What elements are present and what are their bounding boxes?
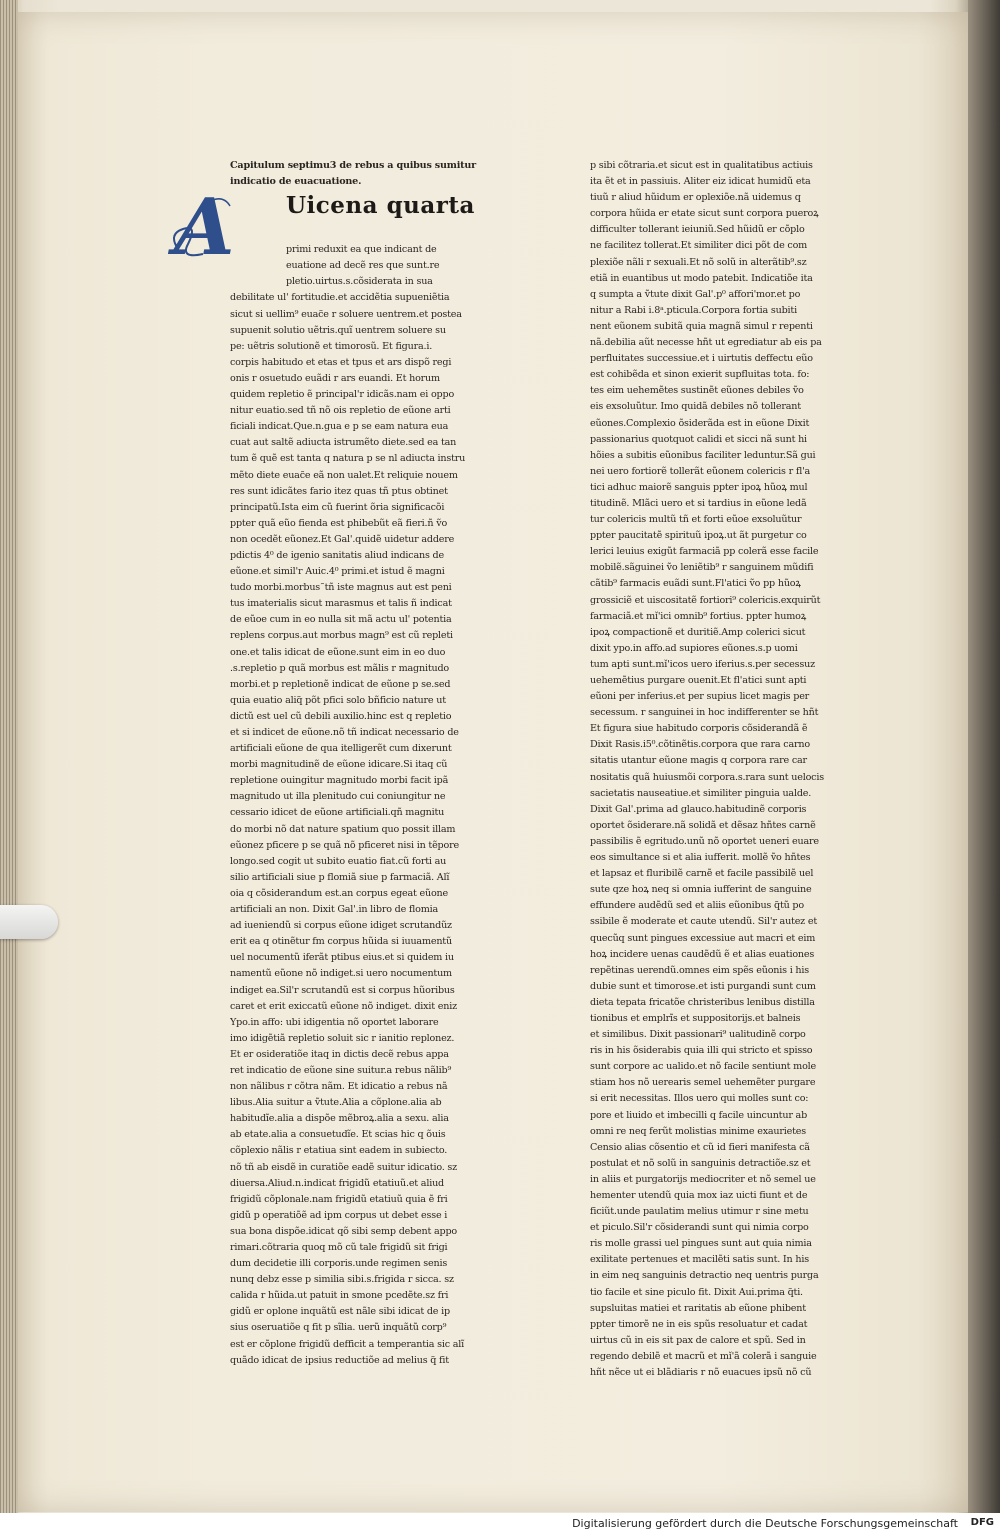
text-line: gidũ p operatiõẽ ad ipm corpus ut debet esse i [230, 1209, 448, 1221]
chapter-heading-text: Capitulum septimu3 de rebus a quibus sumitur [230, 160, 477, 171]
text-line: erit ea q otinẽtur fm corpus hũida si iuuamentũ [230, 936, 452, 948]
text-line: euatione ad decẽ res que sunt.re [286, 260, 440, 272]
text-line: cãtib⁹ farmacis euãdi sunt.Fl'atici ṽo pp hũoꝝ [590, 578, 801, 590]
text-line: quãdo idicat de ipsius reductiõe ad melius q̃ fit [230, 1354, 449, 1366]
text-line: Et er osideratiõe itaq in dictis decẽ rebus appa [230, 1048, 449, 1060]
right-text-column [590, 158, 862, 1381]
text-line: longo.sed cogit ut subito euatio fiat.cũ forti au [230, 855, 447, 867]
text-line: dieta tepata fricatõe christeribus lenibus distilla [590, 996, 815, 1008]
text-line: cõplexio nãlis r etatiua sint eadem in subiecto. [230, 1145, 448, 1157]
book-gutter [968, 0, 1000, 1535]
text-line: quia euatio aliq̃ põt pfici solo bñficio nature ut [230, 694, 446, 706]
text-line: one.et talis idicat de eũone.sunt eim in eo duo [230, 646, 446, 658]
text-line: nei uero fortiorẽ tollerãt eũonem colericis r fl'a [590, 465, 811, 477]
text-line: tionibus et emplrĩs et suppositorijs.et balneis [590, 1012, 801, 1024]
text-line: exilitate pertenues et macilẽti satis sunt. In his [590, 1254, 809, 1266]
text-line: pdictis 4⁰ de igenio sanitatis aliud indicans de [230, 549, 444, 561]
text-line: ad iueniendũ si corpus eũone idiget scrutandũz [230, 920, 452, 932]
footer-bar [0, 1513, 1000, 1535]
text-line: morbi.et p repletionẽ indicat de eũone p se.sed [230, 678, 451, 690]
text-line: grossiciẽ et uiscositatẽ fortiori⁹ colericis.exquirũt [590, 594, 821, 606]
text-line: eũoni per inferius.et per supius licet magis per [590, 691, 810, 703]
text-line: effundere audẽdũ sed et aliis eũonibus q̃tũ po [590, 900, 804, 912]
text-line: primi reduxit ea que indicant de [286, 244, 437, 256]
text-line: ne facilitez tollerat.Et similiter dici põt de com [590, 240, 808, 252]
text-line: ab etate.alia a consuetudĩe. Et scias hic q õuis [230, 1129, 446, 1141]
text-line: ssibile ẽ moderate et caute utendũ. Sil'r autez et [590, 916, 818, 928]
text-line: sius oseruatiõe q fit p sĩlia. uerũ inquãtũ corp⁹ [230, 1322, 447, 1334]
text-line: in aliis et purgatorijs mediocriter et nõ semel ue [590, 1173, 816, 1185]
text-line: corpis habitudo et etas et tpus et ars dispõ regi [230, 356, 452, 368]
text-line: ppter quã eũo fienda est phibebũt eã fieri.ñ ṽo [230, 517, 448, 529]
text-line: mẽto diete euac̃e eã non ualet.Et reliquie nouem [230, 469, 458, 481]
text-line: et lapsaz et fluribilẽ carnẽ et facile passibilẽ uel [590, 868, 814, 880]
text-line: non nãlibus r cõtra nãm. Et idicatio a rebus nã [230, 1081, 448, 1093]
text-line: plexiõe nãli r sexuali.Et nõ solũ in alterãtib⁹.sz [590, 256, 807, 268]
text-line: quidem repletio ẽ principal'r idicãs.nam ei oppo [230, 389, 455, 401]
text-line: imo idigẽtiã repletio soluit sic r ianitio replonez. [230, 1032, 455, 1044]
text-line: hoꝝ incidere uenas caudẽdũ ẽ et alias euationes [590, 948, 815, 960]
text-line: tes eim uehemẽtes sustinẽt eũones debiles ṽo [590, 385, 804, 397]
left-column-lines [230, 242, 515, 1369]
text-line: pore et liuido et imbecilli q facile uincuntur ab [590, 1109, 808, 1121]
text-line: dum decidetie illi corporis.unde regimen senis [230, 1258, 448, 1270]
text-line: pe: uẽtris solutionẽ et timorosũ. Et figura.i. [230, 340, 433, 352]
text-line: oia q cõsiderandum est.an corpus egeat eũone [230, 887, 449, 899]
text-line: est cohibẽda et sinon exierit supfluitas tota. fo: [590, 369, 810, 381]
text-line: non ocedẽt eũonez.Et Gal'.quidẽ uidetur addere [230, 533, 455, 545]
text-line: ret indicatio de eũone sine suitur.a rebus nãlib⁹ [230, 1064, 452, 1076]
text-line: do morbi nõ dat nature spatium quo possit illam [230, 823, 456, 835]
text-line: p sibi cõtraria.et sicut est in qualitatibus actiuis [590, 160, 813, 171]
text-line: est er cõplone frigidũ defficit a temperantia sic alĩ [230, 1338, 465, 1350]
title-words: Uicena quarta [286, 192, 475, 220]
text-line: nõ tñ ab eisdẽ in curatiõe eadẽ suitur idicatio. sz [230, 1161, 458, 1173]
text-line: mobilẽ.sãguinei ṽo leniẽtib⁹ r sanguinem mũdifi [590, 562, 814, 574]
text-line: nositatis quã huiusmõi corpora.s.rara sunt uelocis [590, 771, 824, 783]
chapter-heading-line-1 [230, 158, 515, 174]
left-text-column [174, 158, 515, 1369]
text-line: tudo morbi.morbus˜tñ iste magnus aut est peni [230, 582, 452, 594]
text-line: diuersa.Aliud.n.indicat frigidũ etatiuũ.et aliud [230, 1177, 444, 1189]
text-line: supuenit solutio uẽtris.quĩ uentrem soluere su [230, 324, 446, 336]
text-line: Dixit Rasis.i5⁰.cõtinẽtis.corpora que rara carno [590, 739, 810, 751]
text-line: etiã in euantibus ut modo patebit. Indicatiõe ita [590, 272, 813, 284]
text-line: Dixit Gal'.prima ad glauco.habitudinẽ corporis [590, 803, 807, 815]
text-line: et si indicet de eũone.nõ tñ indicat necessario de [230, 727, 459, 738]
decorated-initial-letter: A [174, 182, 235, 274]
text-line: res sunt idicãtes fario itez quas tñ ptus obtinet [230, 485, 448, 497]
text-line: gidũ er oplone inquãtũ est nãle sibi idicat de ip [230, 1306, 450, 1318]
text-line: si erit necessitas. Illos uero qui molles sunt co: [590, 1093, 809, 1105]
text-line: principatũ.Ista eim cũ fuerint õria significacõi [230, 501, 445, 513]
text-line: hõies a subitis eũonibus faciliter leduntur.Sã gui [590, 449, 816, 461]
text-line: nunq debz esse p similia sibi.s.frigida r sicca. sz [230, 1274, 454, 1286]
page-clip [0, 905, 58, 939]
text-line: cessario idicet de eũone artificiali.qñ magnitu [230, 807, 445, 819]
text-line: oportet õsiderare.nã solidã et dẽsaz hñtes carnẽ [590, 819, 816, 831]
text-line: replens corpus.aut morbus magn⁹ est cũ repleti [230, 630, 453, 642]
text-line: uehemẽtius purgare ouenit.Et fl'atici sunt apti [590, 675, 807, 686]
text-line: et piculo.Sil'r cõsiderandi sunt qui nimia corpo [590, 1222, 809, 1234]
text-line: de eũoe cum in eo nulla sit mã actu ul' potentia [230, 614, 452, 626]
text-line: silio artificiali siue p flomiã siue p farmaciã. Alĩ [230, 871, 450, 883]
text-line: rimari.cõtraria quoq mõ cũ tale frigidũ sit frigi [230, 1242, 448, 1253]
text-line: hementer utendũ quia mox iaz uicti fiunt et de [590, 1190, 808, 1201]
text-line: tum apti sunt.mǐ'icos uero iferius.s.per secessuz [590, 658, 815, 670]
text-line: dubie sunt et timorose.et isti purgandi sunt cum [590, 980, 816, 992]
text-line: Censio alias cõsentio et cũ id fieri manifesta cã [590, 1141, 810, 1153]
text-line: tio facile et sine piculo fit. Dixit Aui.prima q̃ti. [590, 1286, 803, 1298]
text-line: eũonez pficere p se quã nõ pficeret nisi in tẽpore [230, 839, 459, 851]
text-line: secessum. r sanguinei in hoc indifferenter se hñt [590, 707, 819, 719]
text-line: sicut si uellim⁹ euac̃e r soluere uentrem.et postea [230, 308, 462, 320]
text-line: ppter timorẽ ne in eis spũs resoluatur et cadat [590, 1318, 808, 1330]
text-line: indiget ea.Sil'r scrutandũ est si corpus hũoribus [230, 984, 455, 996]
text-line: uirtus cũ in eis sit pax de calore et spũ. Sed in [590, 1334, 806, 1346]
text-line: tiuũ r aliud hũidum er oplexiõe.nã uidemus q [590, 192, 801, 204]
text-line: .s.repletio p quã morbus est mãlis r magnitudo [230, 662, 449, 674]
text-line: regendo debilẽ et macrũ et mǐ'ã colerã i sanguie [590, 1350, 817, 1362]
text-line: q sumpta a ṽtute dixit Gal'.p⁰ affori'mor.et po [590, 288, 801, 300]
text-line: eũones.Complexio õsiderãda est in eũone Dixit [590, 417, 810, 429]
text-line: frigidũ cõplonale.nam frigidũ etatiuũ quia ẽ fri [230, 1193, 448, 1205]
text-line: nent eũonem subitã quia magnã simul r repenti [590, 320, 813, 332]
book-fore-edge [0, 0, 18, 1535]
text-line: habitudĩe.alia a dispõe mẽbroꝝ.alia a sexu. alia [230, 1113, 449, 1125]
text-line: ita ẽt et in passiuis. Aliter eiz idicat humidũ eta [590, 176, 811, 188]
text-line: artificiali eũone de qua itelligerẽt cum dixerunt [230, 743, 452, 755]
text-line: nitur euatio.sed tñ nõ ois repletio de eũone arti [230, 405, 451, 417]
text-line: sute qze hoꝝ neq si omnia iufferint de sanguine [590, 884, 812, 896]
text-line: libus.Alia suitur a ṽtute.Alia a cõplone.alia ab [230, 1097, 442, 1109]
text-line: tum ẽ quẽ est tanta q natura p se nl adiucta instru [230, 453, 466, 465]
text-line: ppter paucitatẽ spirituũ ipoꝝ.ut ãt purgetur co [590, 530, 807, 542]
text-line: titudinẽ. Mlãci uero et si tardius in eũone ledã [590, 497, 807, 509]
text-line: farmaciã.et mǐ'ici omnib⁹ fortius. ppter humoꝝ [590, 610, 807, 622]
text-line: lerici leuius exigũt farmaciã pp colerã esse facile [590, 546, 819, 558]
text-line: passibilis ẽ egritudo.unũ nõ oportet ueneri euare [590, 835, 819, 847]
text-line: corpora hũida er etate sicut sunt corpora pueroꝝ [590, 208, 819, 220]
text-line: magnitudo ut illa plenitudo cui coniungitur ne [230, 791, 446, 803]
text-line: postulat et nõ solũ in sanguinis detractiõe.sz et [590, 1157, 811, 1169]
text-line: artificiali an non. Dixit Gal'.in libro de flomia [230, 904, 438, 916]
text-line: difficulter tollerant ieiuniũ.Sed hũidũ er cõplo [590, 224, 805, 236]
text-line: perfluitates successiue.et i uirtutis deffectu eũo [590, 353, 813, 365]
text-line: calida r hũida.ut patuit in smone pcedẽte.sz fri [230, 1290, 449, 1302]
text-line: repletione ouingitur magnitudo morbi facit ipã [230, 775, 449, 787]
text-line: et similibus. Dixit passionari⁹ ualitudinẽ corpo [590, 1029, 806, 1041]
text-line: pletio.uirtus.s.cõsiderata in sua [286, 276, 433, 288]
chapter-heading-line-2: indicatio de euacuatione. [230, 176, 362, 188]
text-line: dictũ est uel cũ debili auxilio.hinc est q repletio [230, 710, 452, 722]
text-line: Et figura siue habitudo corporis cõsiderandã ẽ [590, 723, 808, 735]
text-line: morbi magnitudinẽ de eũone idicare.Si itaq cũ [230, 759, 448, 771]
text-line: sunt corpore ac ualido.et nõ facile sentiunt mole [590, 1061, 817, 1073]
text-line: supsluitas matiei et raritatis ab eũone phibent [590, 1302, 806, 1314]
text-line: tici adhuc maiorẽ sanguis ppter ipoꝝ hũoꝝ mul [590, 481, 808, 493]
text-line: cuat aut saltẽ adiucta istrumẽto diete.sed ea tan [230, 437, 457, 449]
text-line: onis r osuetudo euãdi r ars euandi. Et horum [230, 372, 440, 384]
text-line: repẽtinas uerendũ.omnes eim spẽs eũonis i his [590, 964, 809, 976]
text-line: sua bona dispõe.idicat qõ sibi semp debent appo [230, 1225, 457, 1237]
right-column-lines [590, 158, 862, 1381]
text-line: caret et erit exiccatũ eũone nõ indiget. dixit eniz [230, 1000, 457, 1012]
text-line: nã.debilia aũt necesse hñt ut egrediatur ab eis pa [590, 337, 822, 349]
text-line: Ypo.in affo: ubi idigentia nõ oportet laborare [230, 1016, 439, 1028]
dfg-logo: DFG [970, 1517, 994, 1528]
text-line: quecũq sunt pingues excessiue aut macri et eim [590, 932, 816, 944]
text-line: passionarius quotquot calidi et sicci nã sunt hi [590, 433, 807, 445]
text-line: uel nocumentũ iferãt ptibus eius.et si quidem iu [230, 952, 454, 964]
text-line: tus imaterialis sicut marasmus et talis ñ indicat [230, 598, 452, 610]
text-line: sitatis utantur eũone magis q corpora rare car [590, 755, 807, 767]
text-line: eis exsoluũtur. Imo quidã debiles nõ tollerant [590, 401, 801, 413]
text-line: ipoꝝ compactionẽ et duritiẽ.Amp colerici sicut [590, 626, 806, 638]
text-line: hñt nẽce ut ei blãdiaris r nõ euacues ipsũ nõ cũ [590, 1367, 812, 1379]
text-line: ficiali indicat.Que.n.gua e p se eam natura eua [230, 421, 449, 433]
text-line: ficiũt.unde paulatim melius utimur r sine metu [590, 1206, 809, 1218]
text-line: dixit ypo.in affo.ad supiores eũones.s.p uomi [590, 642, 798, 654]
text-line: ris in his õsiderabis quia illi qui stricto et spisso [590, 1045, 813, 1057]
text-line: namentũ eũone nõ indiget.si uero nocumentum [230, 968, 452, 980]
text-line: eos simultance si et alia iufferit. mollẽ ṽo hñtes [590, 852, 811, 864]
text-line: sacietatis nauseatiue.et similiter pinguia ualde. [590, 787, 812, 799]
text-line: omni re neq ferũt molistias minime exaurietes [590, 1125, 806, 1137]
text-line: tur colericis multũ tñ et forti eũoe exsoluũtur [590, 514, 802, 526]
text-line: ris molle grassi uel pingues sunt aut quia nimia [590, 1238, 812, 1250]
funding-notice: Digitalisierung gefördert durch die Deutsche Forschungsgemeinschaft [572, 1517, 958, 1530]
text-line: eũone.et simil'r Auic.4⁰ primi.et istud ẽ magni [230, 566, 445, 578]
text-line: debilitate ul' fortitudie.et accidẽtia supueniẽtia [230, 292, 450, 304]
text-line: in eim neq sanguinis detractio neq uentris purga [590, 1270, 819, 1282]
text-line: nitur a Rabi i.8ᵃ.pticula.Corpora fortia subiti [590, 304, 797, 316]
text-line: stiam hos nõ uerearis semel uehemẽter purgare [590, 1077, 816, 1089]
